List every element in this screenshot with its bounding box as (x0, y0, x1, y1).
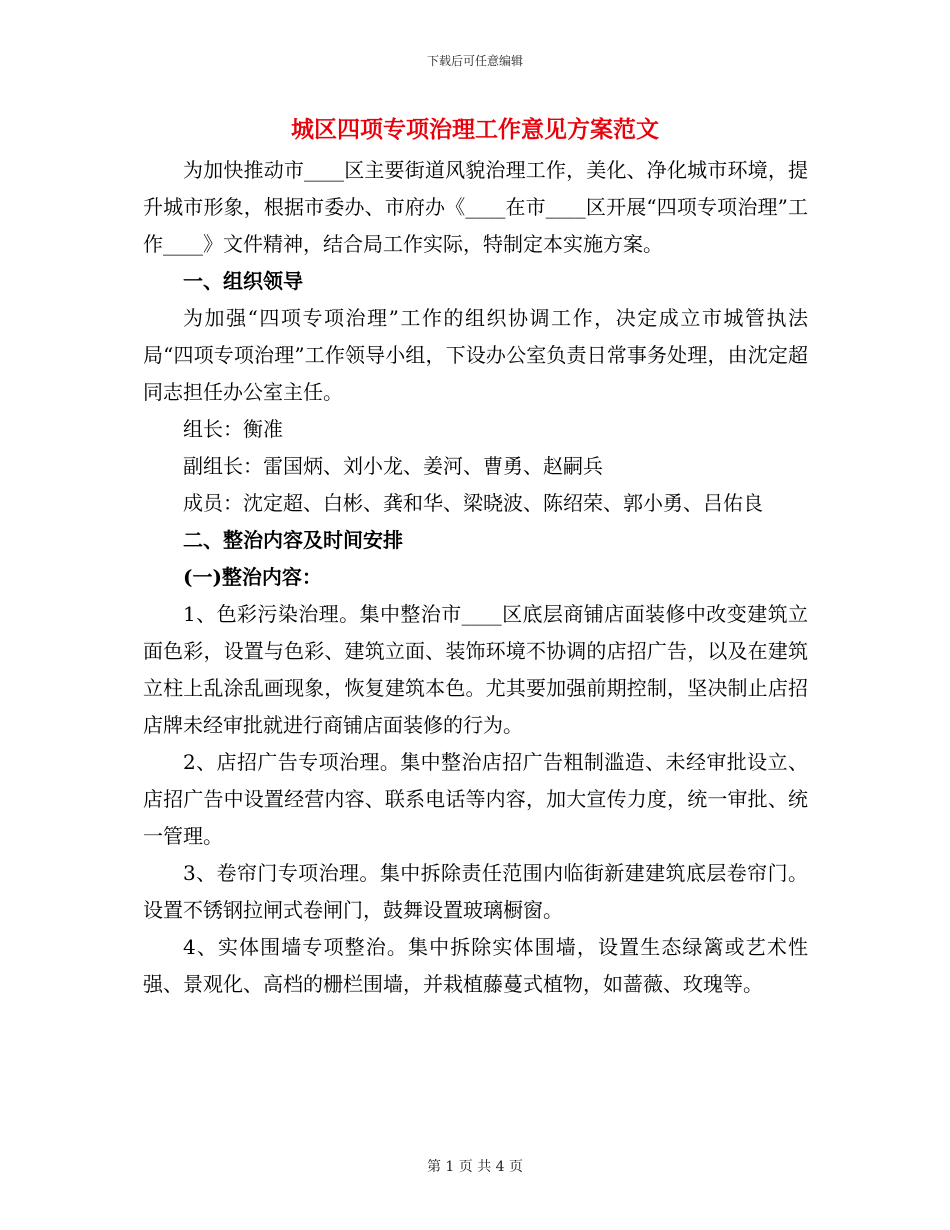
item-signboard-ads: 2、店招广告专项治理。集中整治店招广告粗制滥造、未经审批设立、店招广告中设置经营内容、联系电话等内容，加大宣传力度，统一审批、统一管理。 (143, 750, 808, 848)
page-number: 第 1 页 共 4 页 (426, 1159, 524, 1175)
organization-paragraph: 为加强“四项专项治理”工作的组织协调工作，决定成立市城管执法局“四项专项治理”工作领导小组，下设办公室负责日常事务处理，由沈定超同志担任办公室主任。 (143, 306, 808, 404)
members-line: 成员：沈定超、白彬、龚和华、梁晓波、陈绍荣、郭小勇、吕佑良 (183, 491, 763, 515)
subsection-heading-content: (一)整治内容： (183, 565, 322, 589)
deputy-leaders-line: 副组长：雷国炳、刘小龙、姜河、曹勇、赵嗣兵 (183, 454, 603, 478)
document-title: 城区四项专项治理工作意见方案范文 (291, 116, 659, 143)
item-rolling-doors: 3、卷帘门专项治理。集中拆除责任范围内临街新建建筑底层卷帘门。设置不锈钢拉闸式卷闸门，鼓舞设置玻璃橱窗。 (143, 861, 808, 922)
document-body (143, 152, 808, 1003)
group-leader-line: 组长：衡准 (183, 417, 283, 441)
section-heading-organization: 一、组织领导 (183, 269, 303, 293)
header-note: 下载后可任意编辑 (426, 54, 523, 68)
item-solid-walls: 4、实体围墙专项整治。集中拆除实体围墙，设置生态绿篱或艺术性强、景观化、高档的栅栏围墙，并栽植藤蔓式植物，如蔷薇、玫瑰等。 (143, 935, 808, 996)
section-heading-content-schedule: 二、整治内容及时间安排 (183, 528, 403, 552)
item-color-pollution: 1、色彩污染治理。集中整治市____区底层商铺店面装修中改变建筑立面色彩，设置与色彩、建筑立面、装饰环境不协调的店招广告，以及在建筑立柱上乱涂乱画现象，恢复建筑本色。尤其要加强前期控制，坚决制止店招店牌未经审批就进行商铺店面装修的行为。 (143, 602, 808, 737)
intro-paragraph: 为加快推动市____区主要街道风貌治理工作，美化、净化城市环境，提升城市形象，根据市委办、市府办《____在市____区开展“四项专项治理”工作____》文件精神，结合局工作实际，特制定本实施方案。 (143, 158, 808, 256)
